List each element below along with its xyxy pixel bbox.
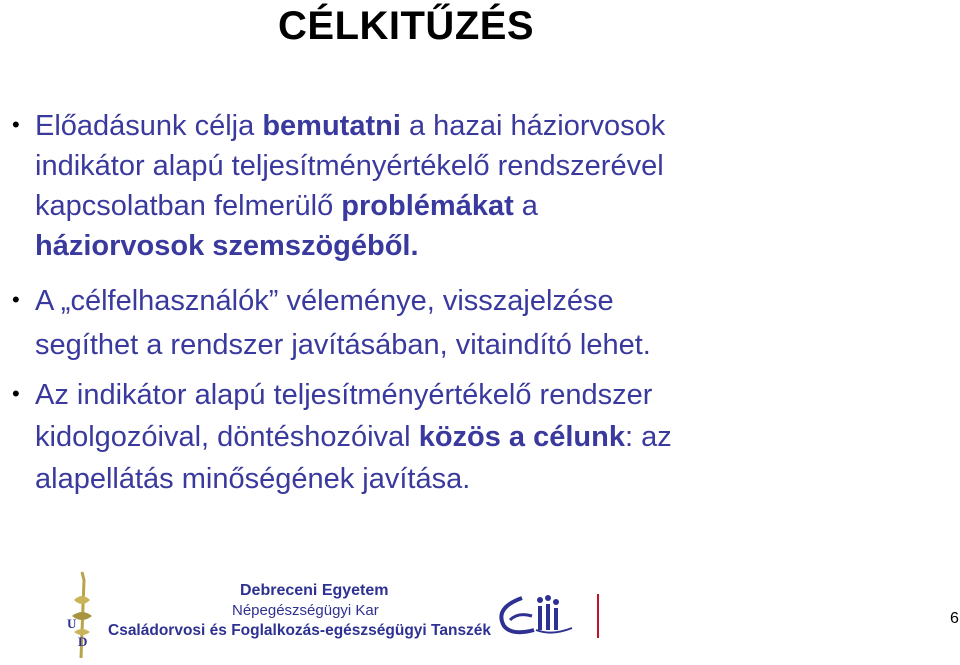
svg-text:U: U xyxy=(67,616,77,631)
bullet-line xyxy=(35,419,672,455)
text-run: kidolgozóival, döntéshozóival xyxy=(35,421,419,453)
bullet-line xyxy=(35,377,652,413)
text-run: Előadásunk célja xyxy=(35,110,263,142)
bullet-line xyxy=(35,108,665,144)
bullet-line xyxy=(35,283,614,319)
text-run: Az indikátor alapú teljesítményértékelő rendszer xyxy=(35,379,653,411)
text-run: : az xyxy=(625,421,672,453)
bullet-line xyxy=(35,461,470,497)
page-number: 6 xyxy=(950,610,959,627)
text-run: a xyxy=(513,190,538,222)
text-run-bold: háziorvosok szemszögéből. xyxy=(35,230,419,262)
text-run: A „célfelhasználók” véleménye, visszajelzése xyxy=(35,285,614,317)
bullet-marker: • xyxy=(12,287,20,312)
footer-department: Családorvosi és Foglalkozás-egészségügyi Tanszék xyxy=(108,622,492,639)
bullet-line xyxy=(35,327,651,363)
university-crest-icon xyxy=(64,570,98,660)
footer-university: Debreceni Egyetem xyxy=(240,582,389,599)
text-run: segíthet a rendszer javításában, vitaindító lehet. xyxy=(35,329,651,361)
text-run: kapcsolatban felmerülő xyxy=(35,190,342,222)
svg-text:D: D xyxy=(78,634,88,649)
text-run-bold: problémákat xyxy=(341,190,514,222)
bullet-line xyxy=(35,148,664,184)
bullet-marker: • xyxy=(12,381,20,406)
faculty-logo-icon xyxy=(492,590,602,640)
text-run: a hazai háziorvosok xyxy=(400,110,666,142)
slide-title: CÉLKITŰZÉS xyxy=(278,4,535,48)
text-run-bold: bemutatni xyxy=(262,110,401,142)
text-run: indikátor alapú teljesítményértékelő rendszerével xyxy=(35,150,664,182)
text-run: alapellátás minőségének javítása. xyxy=(35,463,471,495)
footer-faculty: Népegészségügyi Kar xyxy=(232,602,379,619)
bullet-marker: • xyxy=(12,112,20,137)
text-run-bold: közös a célunk xyxy=(418,421,625,453)
bullet-line xyxy=(35,228,419,264)
bullet-line xyxy=(35,188,538,224)
